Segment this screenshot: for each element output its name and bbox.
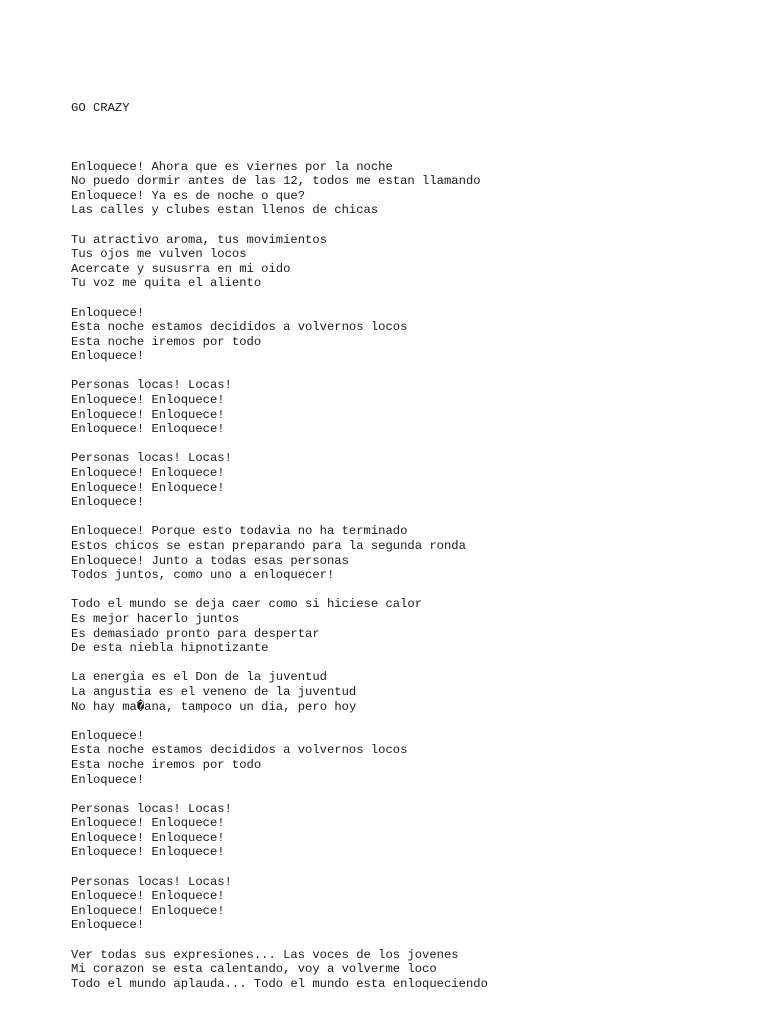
lyric-line: Todo el mundo aplauda... Todo el mundo esta enloqueciendo — [71, 976, 488, 991]
lyric-line: Esta noche iremos por todo — [71, 757, 262, 772]
lyric-line: La energia es el Don de la juventud — [71, 670, 327, 685]
lyric-line: Todos juntos, como uno a enloquecer! — [71, 568, 335, 583]
stanza — [71, 597, 751, 655]
stanza — [71, 729, 751, 787]
lyric-line: No puedo dormir antes de las 12, todos me estan llamando — [71, 174, 481, 189]
stanza — [71, 524, 751, 582]
lyric-line: Esta noche estamos decididos a volvernos locos — [71, 320, 408, 335]
lyric-line: Tu atractivo aroma, tus movimientos — [71, 232, 327, 247]
lyric-line: Personas locas! Locas! — [71, 451, 232, 466]
lyric-line: Tus ojos me vulven locos — [71, 247, 247, 262]
lyric-line: Enloquece! Enloquece! — [71, 422, 225, 437]
lyric-line: Personas locas! Locas! — [71, 874, 232, 889]
lyric-line: Enloquece! Enloquece! — [71, 407, 225, 422]
lyric-line: Enloquece! — [71, 495, 145, 510]
document-title: GO CRAZY — [71, 101, 130, 116]
stanza — [71, 802, 751, 860]
lyric-line: Enloquece! Porque esto todavia no ha terminado — [71, 524, 408, 539]
lyric-line: Estos chicos se estan preparando para la segunda ronda — [71, 539, 466, 553]
stanza — [71, 378, 751, 436]
stanza — [71, 160, 751, 218]
stanza — [71, 875, 751, 933]
lyric-line: Enloquece! Enloquece! — [71, 889, 225, 904]
lyric-line: Es demasiado pronto para despertar — [71, 626, 320, 641]
lyrics-document — [71, 72, 751, 1035]
stanza — [71, 233, 751, 291]
lyric-line: Enloquece! — [71, 349, 145, 364]
lyric-line: Todo el mundo se deja caer como si hiciese calor — [71, 597, 423, 612]
lyric-line: Enloquece! Enloquece! — [71, 903, 225, 918]
lyric-line: Enloquece! Junto a todas esas personas — [71, 553, 349, 568]
lyric-line: Esta noche estamos decididos a volvernos locos — [71, 743, 408, 758]
lyric-line: Enloquece! — [71, 728, 145, 743]
lyric-line: De esta niebla hipnotizante — [71, 641, 269, 656]
lyric-line: No hay ma�ana, tampoco un dia, pero hoy — [71, 699, 357, 714]
lyric-line: Enloquece! Enloquece! — [71, 393, 225, 408]
lyric-line: Acercate y sususrra en mi oido — [71, 261, 291, 276]
lyric-line: Las calles y clubes estan llenos de chicas — [71, 203, 379, 218]
lyric-line: Mi corazon se esta calentando, voy a volverme loco — [71, 962, 437, 977]
lyric-line: Personas locas! Locas! — [71, 801, 232, 816]
lyric-line: Esta noche iremos por todo — [71, 334, 262, 349]
lyric-line: Enloquece! Ahora que es viernes por la noche — [71, 159, 393, 174]
lyric-line: Enloquece! — [71, 305, 145, 320]
lyric-line: Enloquece! Ya es de noche o que? — [71, 188, 306, 203]
lyric-line: Enloquece! Enloquece! — [71, 466, 225, 481]
lyric-line: Enloquece! Enloquece! — [71, 816, 225, 831]
lyric-line: Enloquece! Enloquece! — [71, 480, 225, 495]
lyric-line: Es mejor hacerlo juntos — [71, 611, 240, 626]
stanza — [71, 670, 751, 714]
lyric-line: Enloquece! Enloquece! — [71, 830, 225, 845]
stanza-list — [71, 160, 751, 992]
stanza — [71, 306, 751, 364]
lyric-line: Enloquece! Enloquece! — [71, 845, 225, 860]
lyric-line: Enloquece! — [71, 918, 145, 933]
stanza — [71, 451, 751, 509]
stanza — [71, 948, 751, 992]
lyric-line: La angustia es el veneno de la juventud — [71, 684, 357, 699]
lyric-line: Tu voz me quita el aliento — [71, 276, 262, 291]
lyric-line: Personas locas! Locas! — [71, 378, 232, 393]
lyric-line: Enloquece! — [71, 772, 145, 787]
lyric-line: Ver todas sus expresiones... Las voces de los jovenes — [71, 947, 459, 962]
